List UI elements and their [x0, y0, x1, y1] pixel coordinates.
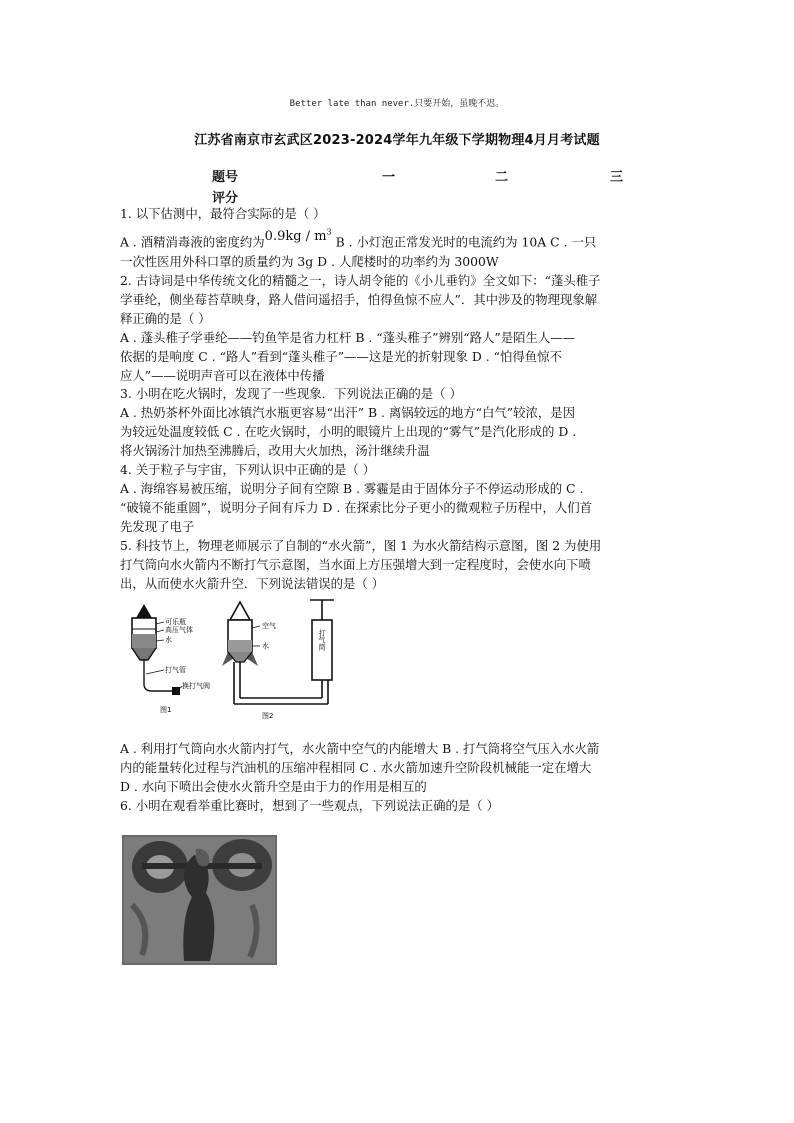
- q1-option-line-1: [120, 227, 682, 253]
- label-high-pressure-gas: 高压气体: [165, 626, 193, 634]
- q4-line-1: 4. 关于粒子与宇宙，下列认识中正确的是（ ）: [120, 462, 376, 478]
- q3-line-2: A . 热奶茶杯外面比冰镇汽水瓶更容易“出汗” B . 离锅较远的地方“白气”较浓，是因: [120, 405, 576, 421]
- score-label-number: 题号: [212, 170, 239, 185]
- q2-line-5: 依据的是响度 C . “路人”看到“蓬头稚子”——这是光的折射现象 D . “怕得鱼惊不: [120, 348, 562, 364]
- q1-density-unit: $0.9kg / m^3$: [264, 227, 332, 245]
- score-col-1: 一: [382, 170, 396, 185]
- q2-line-2: 学垂纶，侧坐莓苔草映身，路人借问遥招手，怕得鱼惊不应人”．其中涉及的物理现象解: [120, 291, 598, 307]
- label-pump-tube: 打气管: [165, 666, 186, 674]
- q5-line-3: 出，从而使水火箭升空．下列说法错误的是（ ）: [120, 575, 385, 591]
- score-row-header: [212, 166, 662, 187]
- q1-option-line-2: 一次性医用外科口罩的质量约为 3g D . 人爬楼时的功率约为 3000W: [120, 254, 499, 270]
- page-title: 江苏省南京市玄武区2023-2024学年九年级下学期物理4月月考试题: [194, 133, 600, 148]
- label-pump: 打气筒: [318, 629, 326, 651]
- questions-block-2: [120, 740, 682, 816]
- q5-options-line-3: D . 水向下喷出会使水火箭升空是由于力的作用是相互的: [120, 778, 427, 794]
- score-label-score: 评分: [212, 191, 239, 206]
- q2-line-1: 2. 古诗词是中华传统文化的精髓之一，诗人胡令能的《小儿垂钓》全文如下：“蓬头稚子: [120, 273, 601, 289]
- label-valve: 换打气阀: [182, 682, 210, 690]
- q1-option-a-text: A . 酒精消毒液的密度约为: [120, 234, 265, 250]
- q6-line-1: 6. 小明在观看举重比赛时，想到了一些观点，下列说法正确的是（ ）: [120, 797, 500, 813]
- label-cola-bottle: 可乐瓶: [165, 618, 186, 626]
- header-motto: Better late than never.只要开始，虽晚不迟。: [289, 99, 505, 109]
- q4-line-2: A . 海绵容易被压缩，说明分子间有空隙 B . 雾霾是由于固体分子不停运动形成的 C .: [120, 481, 584, 497]
- q5-options-line-1: A . 利用打气筒向水火箭内打气，水火箭中空气的内能增大 B . 打气筒将空气压入水火箭: [120, 741, 600, 756]
- label-water-2: 水: [262, 642, 269, 650]
- label-air: 空气: [262, 622, 276, 630]
- figure-2-caption: 图2: [262, 712, 274, 720]
- q1-option-b-text: B . 小灯泡正常发光时的电流约为 10A C . 一只: [331, 234, 597, 250]
- score-col-3: 三: [610, 170, 624, 185]
- q5-line-1: 5. 科技节上，物理老师展示了自制的“水火箭”，图 1 为水火箭结构示意图，图 2 为使用: [120, 537, 602, 553]
- score-table: [212, 166, 662, 208]
- q1-stem: 1. 以下估测中，最符合实际的是（ ）: [120, 206, 326, 221]
- figure-1-caption: 图1: [160, 706, 172, 714]
- label-water: 水: [165, 636, 172, 644]
- q2-line-3: 释正确的是（ ）: [120, 310, 211, 326]
- q3-line-3: 为较远处温度较低 C . 在吃火锅时，小明的眼镜片上出现的“雾气”是汽化形成的 D .: [120, 424, 577, 440]
- weightlifting-photo: [122, 835, 277, 965]
- air-pump: [310, 600, 334, 704]
- score-col-2: 二: [495, 170, 509, 185]
- q3-line-1: 3. 小明在吃火锅时，发现了一些现象．下列说法正确的是（ ）: [120, 386, 462, 402]
- questions-block-1: [120, 205, 682, 593]
- q2-line-4: A . 蓬头稚子学垂纶——钓鱼竿是省力杠杆 B . “蓬头稚子”辨别“路人”是陌生人——: [120, 329, 576, 345]
- q3-line-4: 将火锅汤汁加热至沸腾后，改用大火加热，汤汁继续升温: [120, 443, 430, 459]
- water-rocket-figure: [122, 596, 352, 721]
- q4-line-3: “破镜不能重圆”，说明分子间有斥力 D . 在探索比分子更小的微观粒子历程中，人们首: [120, 499, 593, 515]
- q2-line-6: 应人”——说明声音可以在液体中传播: [120, 367, 325, 383]
- q4-line-4: 先发现了电子: [120, 518, 195, 534]
- q5-line-2: 打气筒向水火箭内不断打气示意图，当水面上方压强增大到一定程度时，会使水向下喷: [120, 556, 591, 572]
- q5-options-line-2: 内的能量转化过程与汽油机的压缩冲程相同 C . 水火箭加速升空阶段机械能一定在增大: [120, 759, 592, 775]
